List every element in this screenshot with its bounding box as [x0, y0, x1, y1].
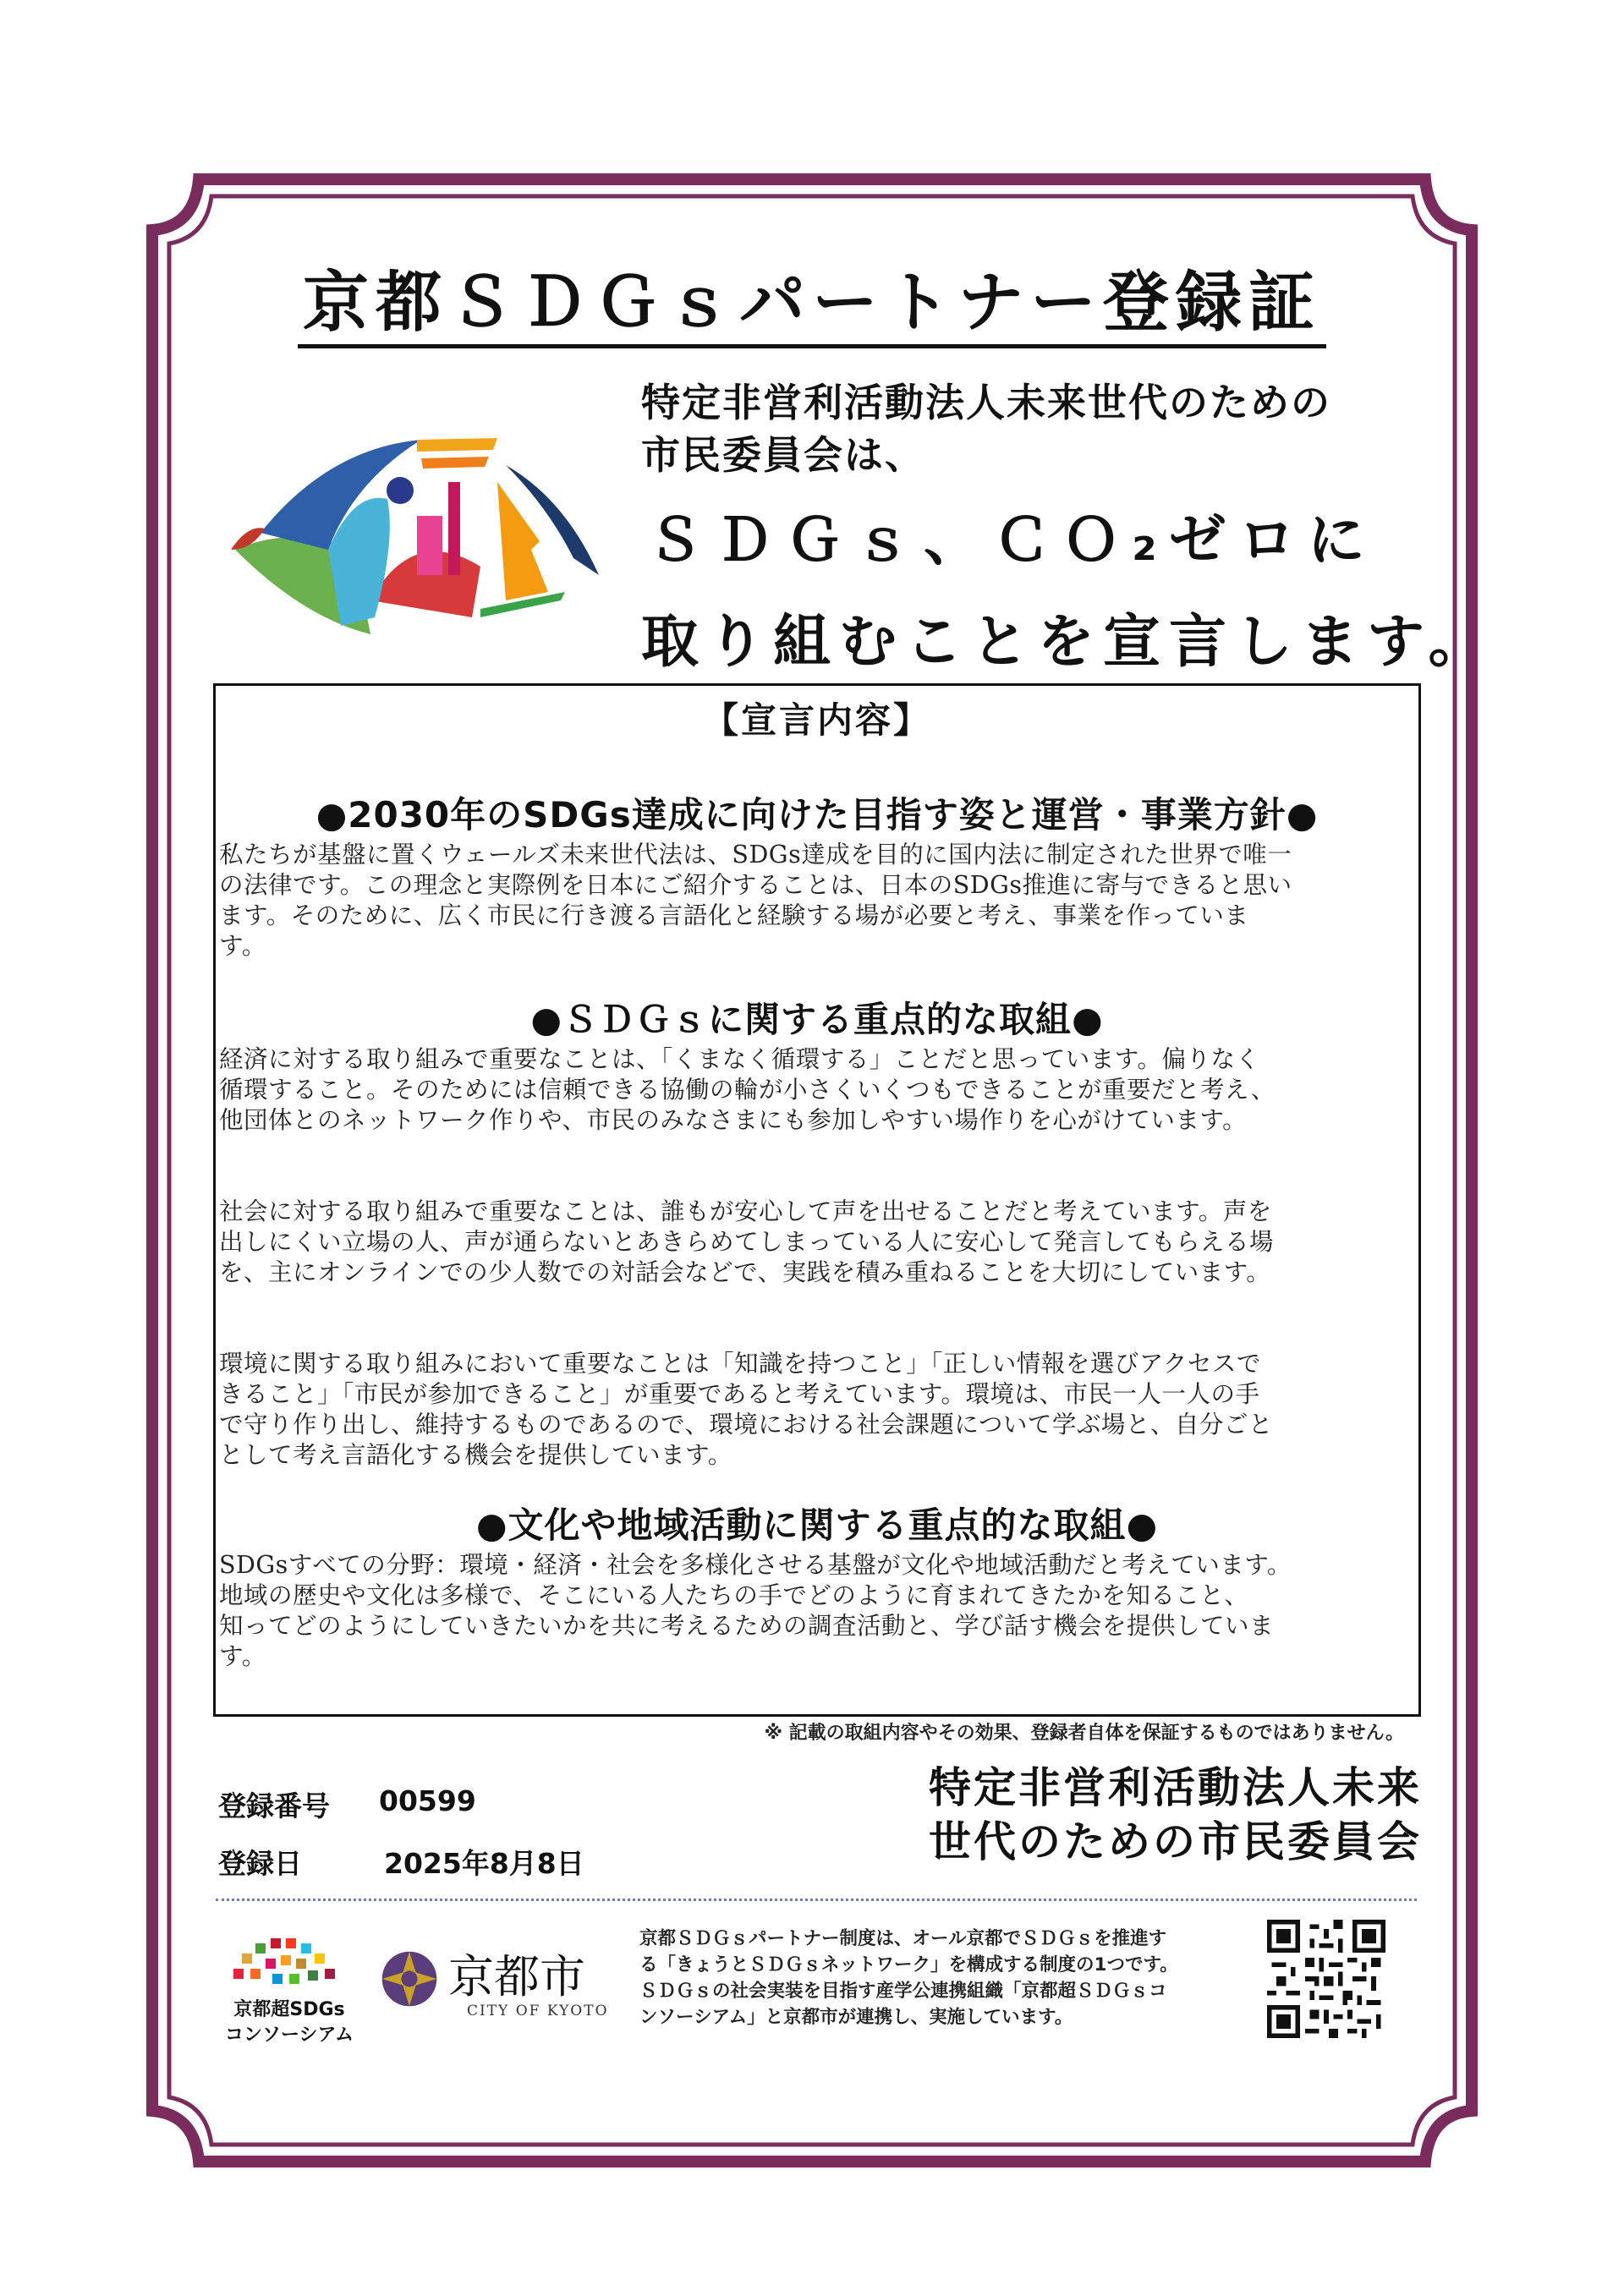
- partner-system-description: 京都ＳＤＧｓパートナー制度は、オール京都でＳＤＧｓを推進す る「きょうとＳＤＧｓネットワーク」を構成する制度の1つです。 ＳＤＧｓの社会実装を目指す産学公連携組織「京都超ＳＤＧｓコ ンソーシアム」と京都市が連携し、実施しています。: [639, 1928, 1178, 2028]
- consortium-logo-icon: [225, 1935, 352, 1998]
- logo-orange-banner: [421, 457, 489, 469]
- section-text-culture: SDGsすべての分野：環境・経済・社会を多様化させる基盤が文化や地域活動だと考えています。 地域の歴史や文化は多様で、そこにいる人たちの手でどのように育まれてきたかを知ること、 知ってどのようにしていきたいかを共に考えるための調査活動と、学び話す機会を提供していま す。: [219, 1551, 1292, 1670]
- registration-date-value: 2025年8月8日: [384, 1847, 584, 1880]
- declaring-organization: 特定非営利活動法人未来世代のための 市民委員会は、: [641, 380, 1331, 478]
- kyoto-city-name-en: CITY OF KYOTO: [467, 2003, 609, 2019]
- registration-date-label: 登録日: [218, 1847, 302, 1880]
- declaration-sdgs-line: ＳＤＧｓ、ＣＯ₂ゼロに: [646, 507, 1377, 574]
- registration-date: [218, 1842, 584, 1882]
- qr-code[interactable]: [1267, 1920, 1385, 2038]
- section-heading-culture: ●文化や地域活動に関する重点的な取組●: [475, 1504, 1159, 1546]
- certificate-title: 京都ＳＤＧｓパートナー登録証: [0, 249, 1624, 344]
- logo-sun: [387, 477, 414, 504]
- registration-number-label: 登録番号: [218, 1789, 330, 1822]
- kyoto-city-emblem-icon: [377, 1947, 442, 2011]
- section-text-environment: 環境に関する取り組みにおいて重要なことは「知識を持つこと」「正しい情報を選びアクセスで きること」「市民が参加できること」が重要であると考えています。環境は、市民一人一人の手 で守り作り出し、維持するものであるので、環境における社会課題について学ぶ場と、自分ごと として考え言語化する機会を提供しています。: [219, 1350, 1273, 1469]
- footer-divider: [216, 1899, 1417, 1901]
- declaration-content-label: 【宣言内容】: [702, 699, 931, 741]
- logo-yellow-banner: [417, 438, 497, 452]
- section-text-society: 社会に対する取り組みで重要なことは、誰もが安心して声を出せることだと考えています。声を 出しにくい立場の人、声が通らないとあきらめてしまっている人に安心して発言してもらえる場 を、主にオンラインでの少人数での対話会などで、実践を積み重ねることを大切にしています。: [219, 1197, 1275, 1286]
- logo-building: [417, 516, 442, 575]
- declaration-content-box: [213, 683, 1421, 1717]
- registration-number-value: 00599: [379, 1784, 476, 1817]
- section-heading-sdgs-focus: ●ＳＤＧｓに関する重点的な取組●: [530, 999, 1104, 1040]
- declaration-tail-line: 取り組むことを宣言します。: [641, 609, 1495, 676]
- registration-number: [218, 1784, 476, 1824]
- kyoto-sdgs-illustration: [227, 423, 616, 643]
- kyoto-city-name: 京都市: [448, 1950, 585, 2003]
- consortium-name: 京都超SDGs コンソーシアム: [224, 1999, 354, 2046]
- disclaimer-note: ※ 記載の取組内容やその効果、登録者自体を保証するものではありません。: [764, 1723, 1404, 1744]
- organization-signature: 特定非営利活動法人未来 世代のための市民委員会: [929, 1763, 1422, 1866]
- section-heading-2030-goals: ●2030年のSDGs達成に向けた目指す姿と運営・事業方針●: [315, 794, 1319, 836]
- logo-tower: [448, 482, 460, 575]
- section-text-2030-goals: 私たちが基盤に置くウェールズ未来世代法は、SDGs達成を目的に国内法に制定された世界で唯一 の法律です。この理念と実際例を日本にご紹介することは、日本のSDGs推進に寄与できると思い ます。そのために、広く市民に行き渡る言語化と経験する場が必要と考え、事業を作っていま す。: [219, 841, 1292, 960]
- section-text-economy: 経済に対する取り組みで重要なことは、「くまなく循環する」ことだと思っています。偏りなく 循環すること。そのためには信頼できる協働の輪が小さくいくつもできることが重要だと考え、 他団体とのネットワーク作りや、市民のみなさまにも参加しやすい場作りを心がけています。: [219, 1045, 1276, 1134]
